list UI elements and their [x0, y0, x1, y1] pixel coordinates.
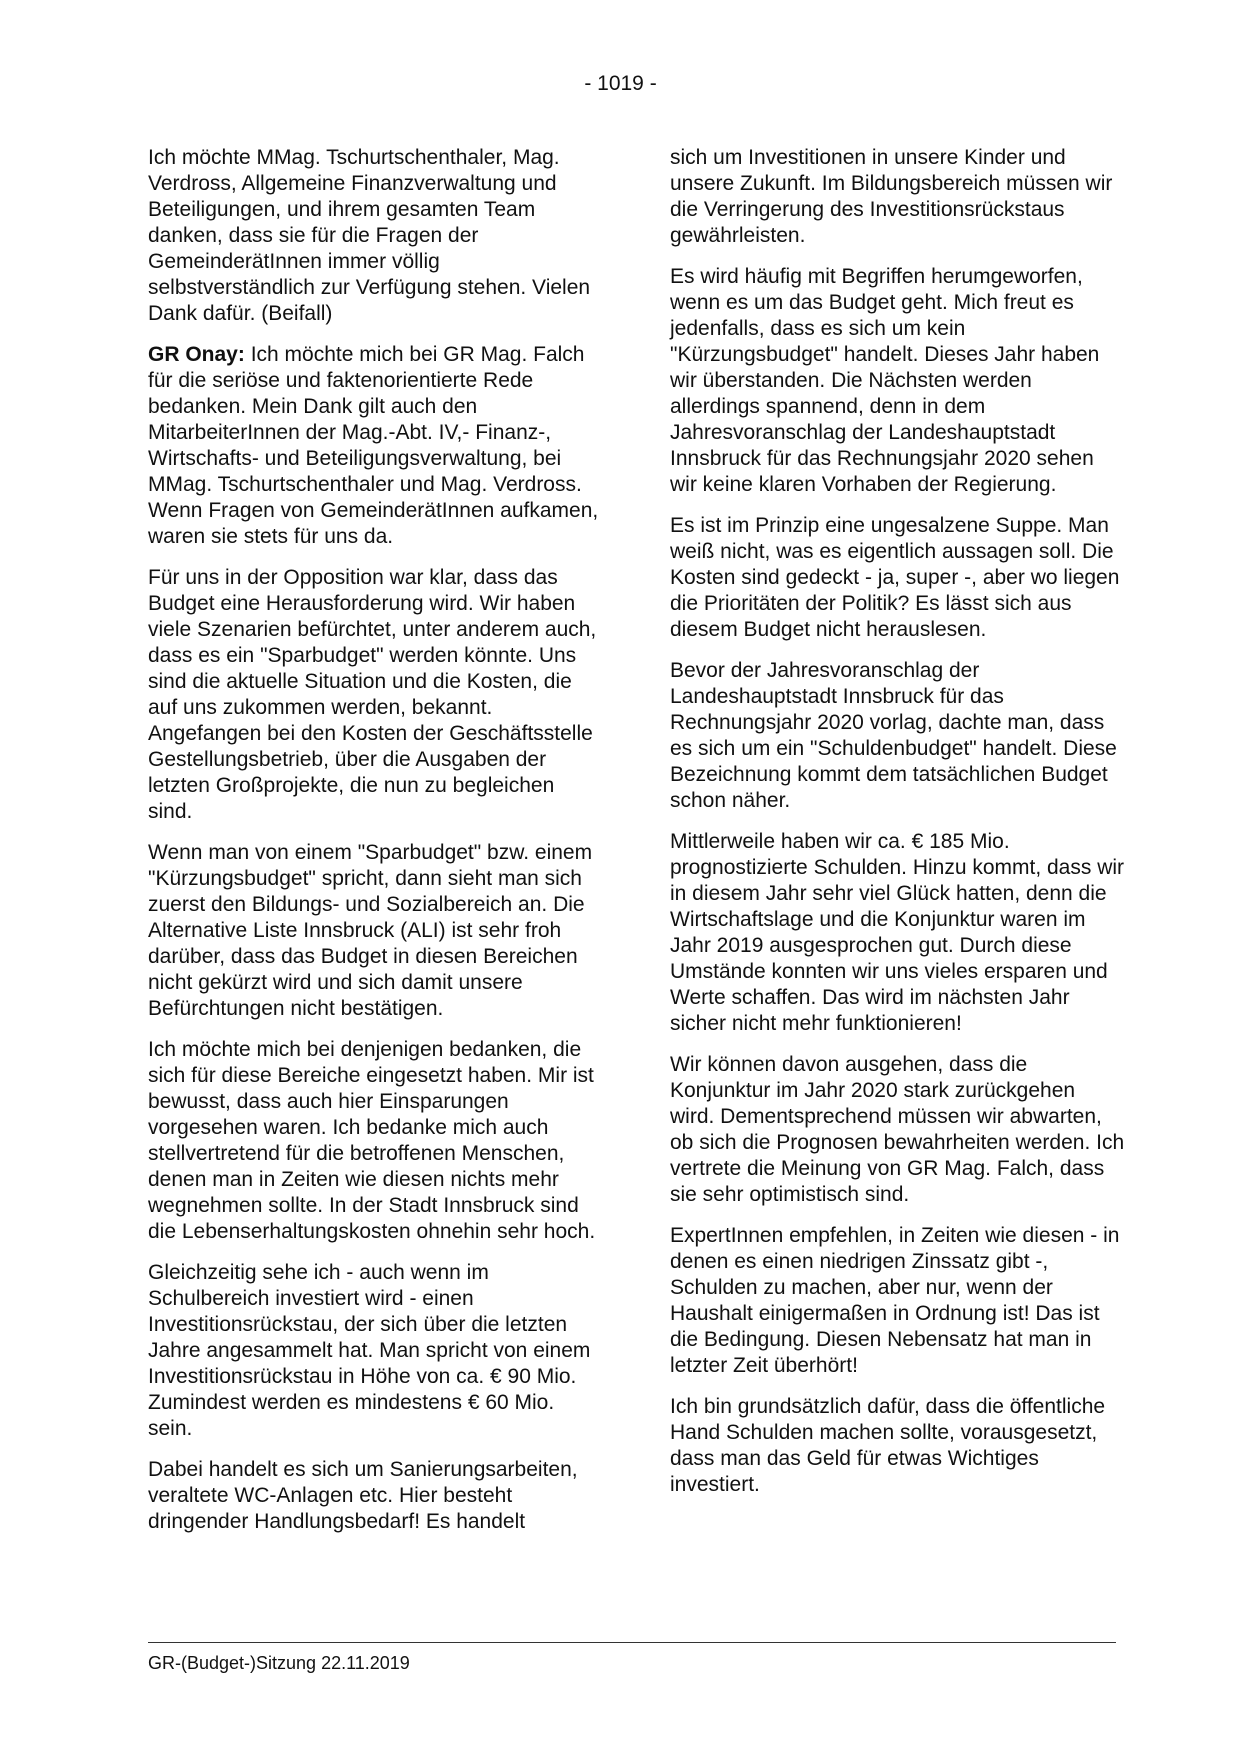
right-column: [670, 145, 1125, 1513]
paragraph-speech: [148, 342, 603, 550]
paragraph: Dabei handelt es sich um Sanierungsarbeiten, veraltete WC-Anlagen etc. Hier besteht dringender Handlungsbedarf! Es handelt: [148, 1458, 578, 1533]
paragraph: Gleichzeitig sehe ich - auch wenn im Schulbereich investiert wird - einen Investitionsrückstau, der sich über die letzten Jahre angesammelt hat. Man spricht von einem Investitionsrückstau in Höhe von ca. € 90 Mio. Zumindest werden es mindestens € 60 Mio. sein.: [148, 1261, 591, 1440]
left-column: [148, 145, 603, 1550]
speech-text: Ich möchte mich bei GR Mag. Falch für die seriöse und faktenorientierte Rede bedanken. Mein Dank gilt auch den MitarbeiterInnen der Mag.-Abt. IV,- Finanz-, Wirtschafts- und Beteiligungsverwaltung, bei MMag. Tschurtschenthaler und Mag. Verdross. Wenn Fragen von GemeinderätInnen aufkamen, waren sie stets für uns da.: [148, 343, 599, 548]
paragraph: Wir können davon ausgehen, dass die Konjunktur im Jahr 2020 stark zurückgehen wird. Dementsprechend müssen wir abwarten, ob sich die Prognosen bewahrheiten werden. Ich vertrete die Meinung von GR Mag. Falch, dass sie sehr optimistisch sind.: [670, 1053, 1125, 1206]
paragraph: Ich möchte mich bei denjenigen bedanken, die sich für diese Bereiche eingesetzt haben. Mir ist bewusst, dass auch hier Einsparungen vorgesehen waren. Ich bedanke mich auch stellvertretend für die betroffenen Menschen, denen man in Zeiten wie diesen nichts mehr wegnehmen sollte. In der Stadt Innsbruck sind die Lebenserhaltungskosten ohnehin sehr hoch.: [148, 1038, 596, 1243]
paragraph: Es ist im Prinzip eine ungesalzene Suppe. Man weiß nicht, was es eigentlich aussagen soll. Die Kosten sind gedeckt - ja, super -, aber wo liegen die Prioritäten der Politik? Es lässt sich aus diesem Budget nicht herauslesen.: [670, 514, 1120, 641]
speaker-name: GR Onay:: [148, 343, 245, 366]
paragraph: Bevor der Jahresvoranschlag der Landeshauptstadt Innsbruck für das Rechnungsjahr 2020 vorlag, dachte man, dass es sich um ein "Schuldenbudget" handelt. Diese Bezeichnung kommt dem tatsächlichen Budget schon näher.: [670, 659, 1117, 812]
paragraph: sich um Investitionen in unsere Kinder und unsere Zukunft. Im Bildungsbereich müssen wir die Verringerung des Investitionsrückstaus gewährleisten.: [670, 146, 1113, 247]
paragraph: Es wird häufig mit Begriffen herumgeworfen, wenn es um das Budget geht. Mich freut es jedenfalls, dass es sich um kein "Kürzungsbudget" handelt. Dieses Jahr haben wir überstanden. Die Nächsten werden allerdings spannend, denn in dem Jahresvoranschlag der Landeshauptstadt Innsbruck für das Rechnungsjahr 2020 sehen wir keine klaren Vorhaben der Regierung.: [670, 265, 1100, 496]
page-number: - 1019 -: [584, 72, 657, 95]
paragraph: Mittlerweile haben wir ca. € 185 Mio. prognostizierte Schulden. Hinzu kommt, dass wir in diesem Jahr sehr viel Glück hatten, denn die Wirtschaftslage und die Konjunktur waren im Jahr 2019 ausgesprochen gut. Durch diese Umstände konnten wir uns vieles ersparen und Werte schaffen. Das wird im nächsten Jahr sicher nicht mehr funktionieren!: [670, 830, 1125, 1035]
footer-label: GR-(Budget-)Sitzung 22.11.2019: [148, 1653, 410, 1673]
paragraph: Ich bin grundsätzlich dafür, dass die öffentliche Hand Schulden machen sollte, vorausgesetzt, dass man das Geld für etwas Wichtiges investiert.: [670, 1395, 1106, 1496]
paragraph: ExpertInnen empfehlen, in Zeiten wie diesen - in denen es einen niedrigen Zinssatz gibt -, Schulden zu machen, aber nur, wenn der Haushalt einigermaßen in Ordnung ist! Das ist die Bedingung. Diesen Nebensatz hat man in letzter Zeit überhört!: [670, 1224, 1120, 1377]
footer-divider: [148, 1642, 1116, 1643]
paragraph: Ich möchte MMag. Tschurtschenthaler, Mag. Verdross, Allgemeine Finanzverwaltung und Beteiligungen, und ihrem gesamten Team danken, dass sie für die Fragen der GemeinderätInnen immer völlig selbstverständlich zur Verfügung stehen. Vielen Dank dafür. (Beifall): [148, 146, 591, 325]
paragraph: Für uns in der Opposition war klar, dass das Budget eine Herausforderung wird. Wir haben viele Szenarien befürchtet, unter anderem auch, dass es ein "Sparbudget" werden könnte. Uns sind die aktuelle Situation und die Kosten, die auf uns zukommen werden, bekannt. Angefangen bei den Kosten der Geschäftsstelle Gestellungsbetrieb, über die Ausgaben der letzten Großprojekte, die nun zu begleichen sind.: [148, 566, 597, 823]
paragraph: Wenn man von einem "Sparbudget" bzw. einem "Kürzungsbudget" spricht, dann sieht man sich zuerst den Bildungs- und Sozialbereich an. Die Alternative Liste Innsbruck (ALI) ist sehr froh darüber, dass das Budget in diesen Bereichen nicht gekürzt wird und sich damit unsere Befürchtungen nicht bestätigen.: [148, 841, 593, 1020]
